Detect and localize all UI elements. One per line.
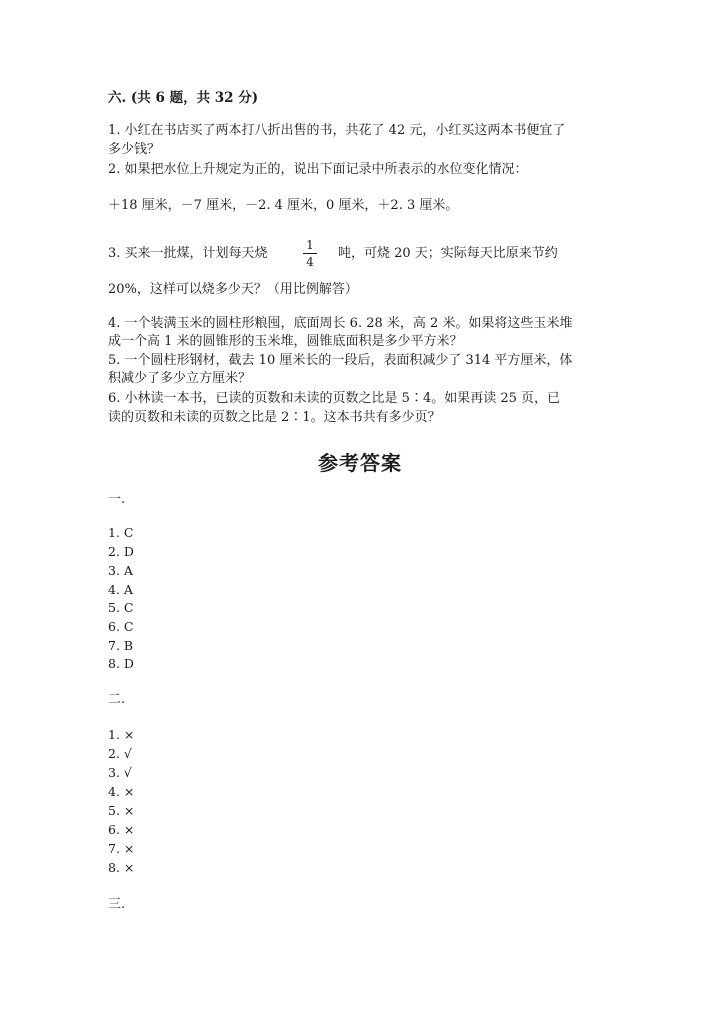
- answer-item: 8. D: [108, 656, 134, 671]
- answer-item: 6. C: [108, 619, 134, 634]
- answer-item: 2. √: [108, 746, 132, 761]
- fraction-numerator: 1: [306, 238, 314, 252]
- answer-item: 1. ×: [108, 727, 135, 742]
- question-4-line-2: 成一个高 1 米的圆锥形的玉米堆，圆锥底面积是多少平方米？: [108, 334, 463, 349]
- question-3-line-2: 20%，这样可以烧多少天？（用比例解答）: [108, 282, 358, 297]
- answer-item: 6. ×: [108, 822, 135, 837]
- question-1-line-2: 多少钱？: [108, 142, 161, 157]
- answers-title: 参考答案: [318, 451, 402, 475]
- fraction-denominator: 4: [306, 255, 314, 269]
- answer-item: 4. A: [108, 582, 133, 597]
- question-4-line-1: 4. 一个装满玉米的圆柱形粮囤，底面周长 6. 28 米，高 2 米。如果将这些玉米堆: [108, 316, 573, 331]
- answer-item: 5. C: [108, 600, 134, 615]
- question-5-line-2: 积减少了多少立方厘米？: [108, 371, 252, 386]
- answer-item: 7. B: [108, 638, 134, 653]
- question-6-line-2: 读的页数和未读的页数之比是 2∶1。这本书共有多少页？: [108, 410, 441, 425]
- answer-item: 3. √: [108, 765, 132, 780]
- fraction-bar: [303, 253, 317, 254]
- answer-item: 1. C: [108, 525, 134, 540]
- question-2-line-1: 2. 如果把水位上升规定为正的，说出下面记录中所表示的水位变化情况：: [108, 162, 528, 177]
- question-3-line-1-end: 吨，可烧 20 天；实际每天比原来节约: [338, 246, 558, 261]
- answer-item: 5. ×: [108, 803, 135, 818]
- answer-item: 3. A: [108, 563, 133, 578]
- question-1-line-1: 1. 小红在书店买了两本打八折出售的书，共花了 42 元，小红买这两本书便宜了: [108, 123, 566, 138]
- answers-part-2-heading: 二.: [108, 692, 126, 707]
- answer-item: 8. ×: [108, 860, 135, 875]
- question-3-line-1-start: 3. 买来一批煤，计划每天烧: [108, 246, 268, 261]
- answer-item: 4. ×: [108, 784, 135, 799]
- question-6-line-1: 6. 小林读一本书，已读的页数和未读的页数之比是 5∶4。如果再读 25 页，已: [108, 391, 561, 406]
- fraction-one-quarter: [303, 238, 317, 269]
- answers-part-3-heading: 三.: [108, 897, 126, 912]
- answer-item: 2. D: [108, 544, 134, 559]
- section-six-heading: 六. (共 6 题，共 32 分): [108, 90, 259, 106]
- answers-part-1-heading: 一.: [108, 492, 126, 507]
- question-2-line-2: ＋18 厘米，－7 厘米，－2. 4 厘米，0 厘米，＋2. 3 厘米。: [108, 198, 459, 213]
- answer-item: 7. ×: [108, 841, 135, 856]
- question-5-line-1: 5. 一个圆柱形钢材，截去 10 厘米长的一段后，表面积减少了 314 平方厘米，体: [108, 353, 573, 368]
